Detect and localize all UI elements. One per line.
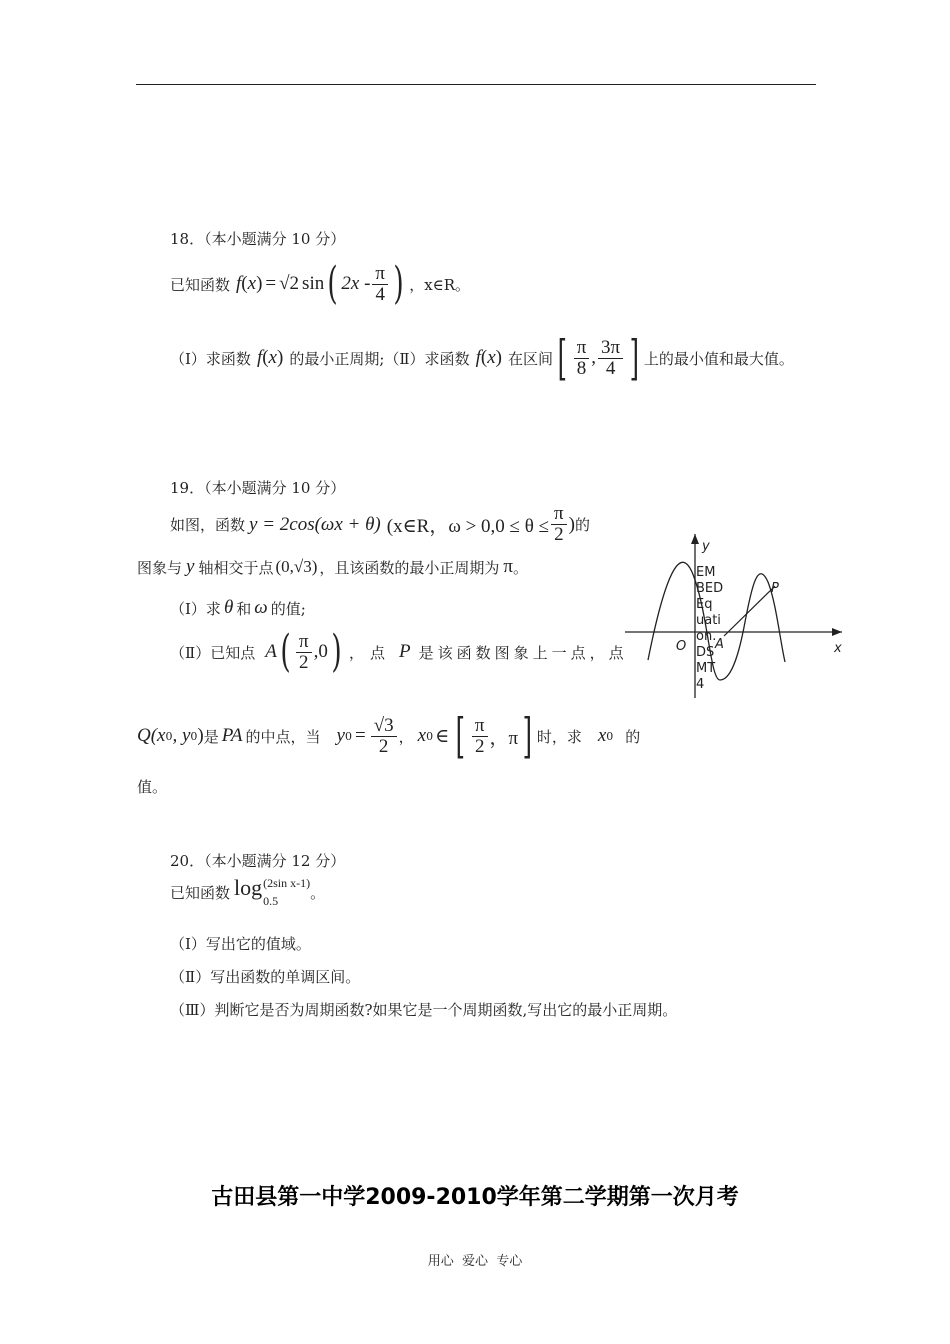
y-symbol: y (186, 556, 195, 577)
q20-intro: 已知函数 (170, 883, 231, 902)
sin-func: sin (302, 273, 325, 294)
q20-part3: （Ⅲ）判断它是否为周期函数?如果它是一个周期函数,写出它的最小正周期。 (170, 1001, 678, 1019)
q19-line4-b: 的中点，当 (245, 727, 321, 746)
q19-line1-prefix: 如图，函数 (170, 516, 246, 534)
point-p: P (399, 641, 411, 662)
q19-line1: 如图，函数 y = 2cos(ωx + θ) (x∈R，ω > 0,0 ≤ θ ≤ $\frac{\pi}{2}$ ) 的 (170, 503, 590, 545)
q19-part2: （Ⅱ）已知点 A ( $\frac{\pi}{2}$ ,0 ) ，点 P 是该函数图象上一点，点 (170, 626, 628, 677)
a-x-coord: $\frac{\pi}{2}$ (296, 632, 312, 673)
log-base: 0.5 (263, 894, 279, 908)
q18-heading: 18．（本小题满分 10 分） (170, 230, 346, 248)
q18-part1-prefix: （Ⅰ）求函数 (170, 349, 251, 368)
interval-end: $\frac{3\pi}{4}$ (598, 338, 623, 379)
q18-domain: ，x∈R。 (409, 275, 471, 294)
svg-text:uati: uati (696, 613, 721, 628)
x-symbol: x (247, 273, 257, 294)
q20-part2: （Ⅱ）写出函数的单调区间。 (170, 968, 361, 986)
svg-text:Eq: Eq (696, 597, 713, 612)
equals-sign: = (265, 273, 277, 294)
pi-over-2: $\frac{\pi}{2}$ (551, 504, 567, 545)
q19-part2-prefix: （Ⅱ）已知点 (170, 643, 256, 662)
q18-part1-suffix: 的最小正周期;（Ⅱ）求函数 (289, 349, 470, 368)
svg-text:4: 4 (696, 677, 705, 692)
q20-part1: （Ⅰ）写出它的值域。 (170, 935, 311, 953)
x-axis-arrow (832, 628, 842, 636)
q19-line2-c: ，且该函数的最小正周期为 (319, 558, 500, 577)
sqrt2: √2 (279, 273, 300, 294)
graph-a-label: A (715, 637, 724, 652)
segment-pa: PA (221, 725, 243, 746)
segment-pa-line (724, 586, 775, 636)
q18-part2-tail: 上的最小值和最大值。 (643, 349, 794, 368)
svg-text:DS: DS (696, 645, 715, 660)
graph-x-label: x (834, 641, 842, 656)
q19-line2-b: 轴相交于点 (198, 558, 274, 577)
point-a: A (265, 641, 277, 662)
q18-intro: 已知函数 (170, 275, 231, 294)
q18-part2-suffix: 在区间 (507, 349, 553, 368)
x0-interval-start: $\frac{\pi}{2}$ (472, 716, 488, 757)
q19-part2-suffix: 是该函数图象上一点，点 (418, 643, 628, 662)
header-rule (136, 84, 816, 85)
q19-heading: 19．（本小题满分 10 分） (170, 479, 346, 497)
point-q: Q(x (137, 725, 166, 746)
q19-function: y = 2cos(ωx + θ) (249, 513, 381, 535)
q19-part1: （Ⅰ）求 θ 和 ω 的值; (170, 597, 306, 618)
q19-conditions: (x∈R，ω > 0,0 ≤ θ ≤ (386, 516, 550, 537)
graph-origin-label: O (676, 639, 687, 654)
intercept-point: (0,√3) (275, 557, 318, 576)
q19-line2: 图象与 y 轴相交于点 (0,√3) ，且该函数的最小正周期为 π 。 (137, 556, 528, 577)
y-axis-arrow (691, 534, 699, 544)
q19-part1-prefix: （Ⅰ）求 (170, 599, 221, 618)
q18-statement: 已知函数 f ( x ) = √2 sin ( 2x - $\frac{\pi}{4}$ ) ，x∈R。 (170, 258, 471, 309)
svg-text:EM: EM (696, 565, 716, 580)
exam-title: 古田县第一中学2009-2010学年第二学期第一次月考 (211, 1185, 739, 1210)
q19-part1-suffix: 的值; (270, 599, 306, 618)
q19-last: 值。 (137, 778, 168, 796)
q19-line4: Q(x 0 , y 0 ) 是 PA 的中点，当 y 0 = $\frac{√3}{2}$ ， x 0 ∈ [ $\frac{\pi}{2}$ ，π ] 时，求 x 0 的 (137, 708, 641, 764)
q20-statement: 已知函数 log (2sin x-1) 0.5 。 (170, 875, 326, 908)
interval-start: $\frac{\pi}{8}$ (574, 338, 590, 379)
f-symbol: f (236, 273, 242, 294)
q20-heading: 20．（本小题满分 12 分） (170, 852, 346, 870)
theta-symbol: θ (223, 597, 234, 618)
two-x-minus: 2x - (341, 273, 371, 294)
graph-y-label: y (702, 539, 710, 554)
embed-placeholder-text (696, 565, 723, 692)
pi-symbol: π (503, 556, 513, 577)
pi-over-4: $\frac{\pi}{4}$ (372, 264, 388, 305)
q18-parts: （Ⅰ）求函数 f ( x ) 的最小正周期;（Ⅱ）求函数 f ( x ) 在区间 [ $\frac{\pi}{8}$ , $\frac{3\pi}{4}$ ] 上的最小值和最大值。 (170, 330, 794, 386)
q19-graph (620, 530, 850, 705)
page-footer: 用心 爱心 专心 (427, 1254, 523, 1269)
q19-line1-suffix: 的 (574, 516, 590, 534)
sqrt3-over-2: $\frac{√3}{2}$ (371, 716, 397, 757)
log-expression: log (2sin x-1) 0.5 (234, 875, 311, 908)
q19-line4-d: 时，求 (536, 727, 582, 746)
q19-line2-a: 图象与 (137, 558, 183, 577)
log-argument: (2sin x-1) (263, 876, 311, 890)
svg-text:BED: BED (696, 581, 724, 596)
omega-symbol: ω (254, 597, 268, 618)
svg-text:on.: on. (696, 629, 717, 644)
graph-p-label: P (771, 581, 779, 596)
svg-text:MT: MT (696, 661, 716, 676)
